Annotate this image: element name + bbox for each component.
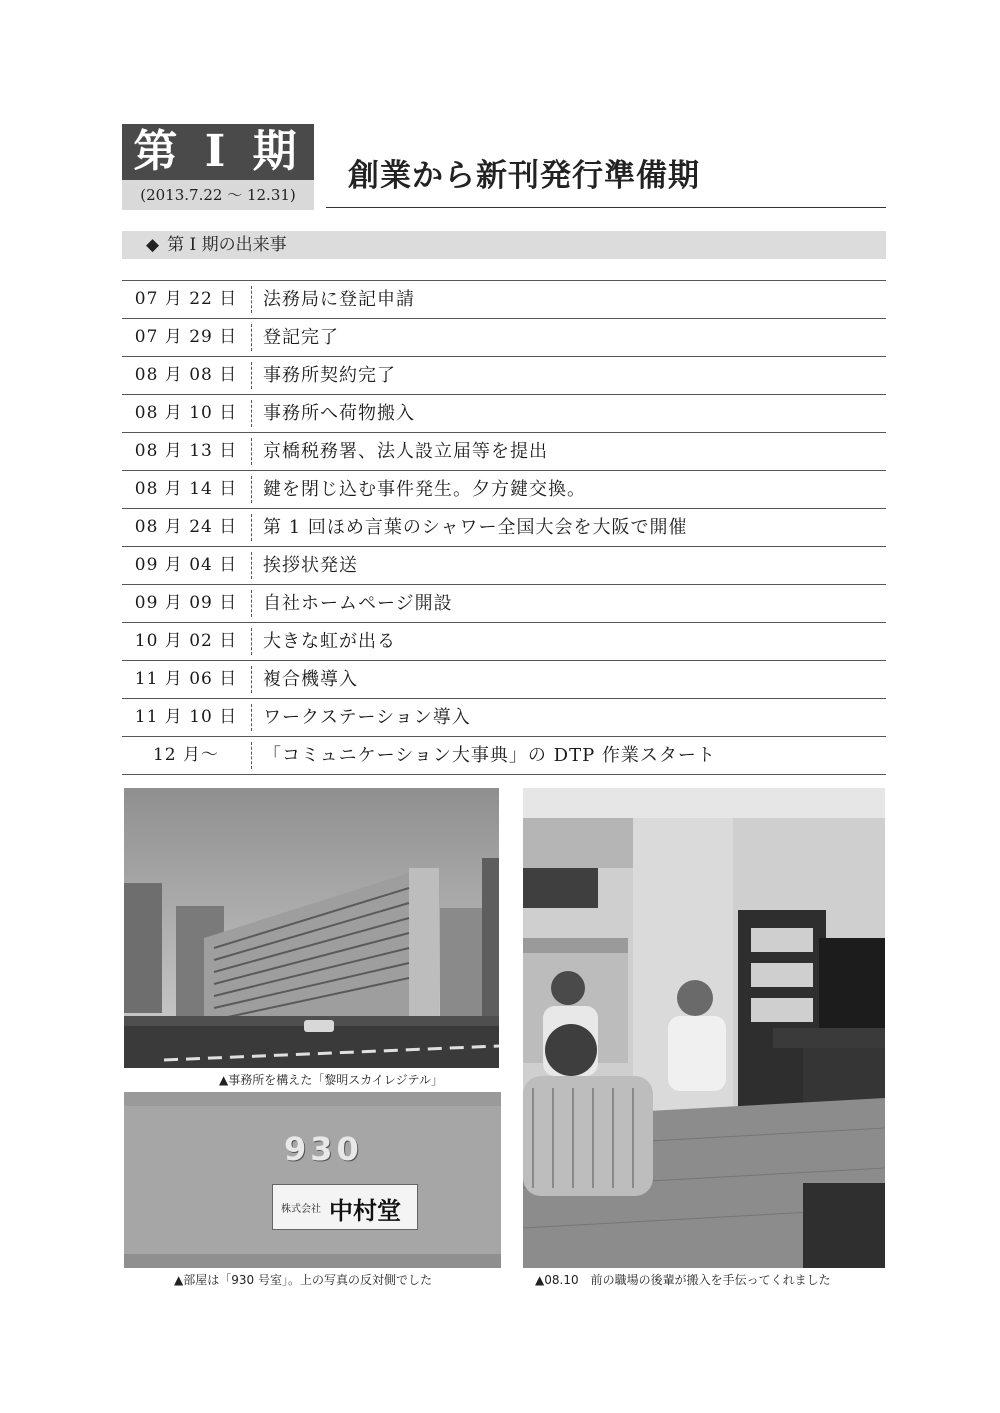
diamond-icon: ◆ <box>146 235 160 255</box>
table-row <box>122 699 886 737</box>
event-text: 「コミュニケーション大事典」の DTP 作業スタート <box>263 745 716 766</box>
event-date: 09 月 09 日 <box>134 593 238 613</box>
table-row <box>122 319 886 357</box>
section-header <box>122 231 886 259</box>
table-row <box>122 737 886 775</box>
page-title: 創業から新刊発行準備期 <box>348 158 700 194</box>
table-row <box>122 509 886 547</box>
table-row <box>122 433 886 471</box>
event-text: 事務所へ荷物搬入 <box>263 403 415 424</box>
table-row <box>122 395 886 433</box>
table-row <box>122 623 886 661</box>
title-rule <box>326 207 886 208</box>
period-label <box>122 124 314 210</box>
dashed-divider <box>251 514 252 541</box>
dashed-divider <box>251 438 252 465</box>
events-table <box>122 280 886 775</box>
table-row <box>122 661 886 699</box>
table-row <box>122 547 886 585</box>
dashed-divider <box>251 590 252 617</box>
dashed-divider <box>251 286 252 313</box>
event-text: 京橋税務署、法人設立届等を提出 <box>263 441 548 462</box>
dashed-divider <box>251 552 252 579</box>
event-text: 自社ホームページ開設 <box>263 593 453 614</box>
plate-company-name: 中村堂 <box>329 1197 401 1225</box>
event-date: 11 月 10 日 <box>134 707 238 727</box>
event-date: 08 月 24 日 <box>134 517 238 537</box>
dashed-divider <box>251 324 252 351</box>
event-text: 登記完了 <box>263 327 339 348</box>
event-text: 挨拶状発送 <box>263 555 358 576</box>
dashed-divider <box>251 362 252 389</box>
event-date: 12 月～ <box>152 745 220 765</box>
room-caption: ▲08.10 前の職場の後輩が搬入を手伝ってくれました <box>535 1273 831 1287</box>
dashed-divider <box>251 628 252 655</box>
event-date: 07 月 22 日 <box>134 289 238 309</box>
event-date: 08 月 14 日 <box>134 479 238 499</box>
plate-company-type: 株式会社 <box>281 1204 321 1215</box>
event-date: 10 月 02 日 <box>134 631 238 651</box>
dashed-divider <box>251 400 252 427</box>
door-caption: ▲部屋は「930 号室」。上の写真の反対側でした <box>174 1273 432 1287</box>
period-dates: (2013.7.22 ～ 12.31) <box>122 180 314 210</box>
dashed-divider <box>251 704 252 731</box>
event-text: 鍵を閉じ込む事件発生。夕方鍵交換。 <box>263 479 586 500</box>
table-row <box>122 585 886 623</box>
event-date: 08 月 13 日 <box>134 441 238 461</box>
building-photo <box>124 788 499 1068</box>
event-text: 法務局に登記申請 <box>263 289 415 310</box>
event-date: 08 月 10 日 <box>134 403 238 423</box>
event-text: 大きな虹が出る <box>263 631 396 652</box>
table-row <box>122 281 886 319</box>
room-photo <box>523 788 885 1268</box>
table-row <box>122 357 886 395</box>
dashed-divider <box>251 476 252 503</box>
event-text: 複合機導入 <box>263 669 358 690</box>
section-title: 第 I 期の出来事 <box>167 235 287 255</box>
dashed-divider <box>251 666 252 693</box>
room-number: 930 <box>284 1130 363 1168</box>
door-photo <box>124 1092 501 1268</box>
event-date: 08 月 08 日 <box>134 365 238 385</box>
name-plate <box>272 1184 418 1230</box>
event-date: 11 月 06 日 <box>134 669 238 689</box>
period-title: 第 I 期 <box>122 124 314 180</box>
event-text: 事務所契約完了 <box>263 365 396 386</box>
table-row <box>122 471 886 509</box>
event-text: ワークステーション導入 <box>263 707 471 728</box>
event-date: 09 月 04 日 <box>134 555 238 575</box>
event-text: 第 1 回ほめ言葉のシャワー全国大会を大阪で開催 <box>263 517 688 538</box>
event-date: 07 月 29 日 <box>134 327 238 347</box>
building-caption: ▲事務所を構えた「黎明スカイレジテル」 <box>219 1073 443 1087</box>
dashed-divider <box>251 742 252 769</box>
